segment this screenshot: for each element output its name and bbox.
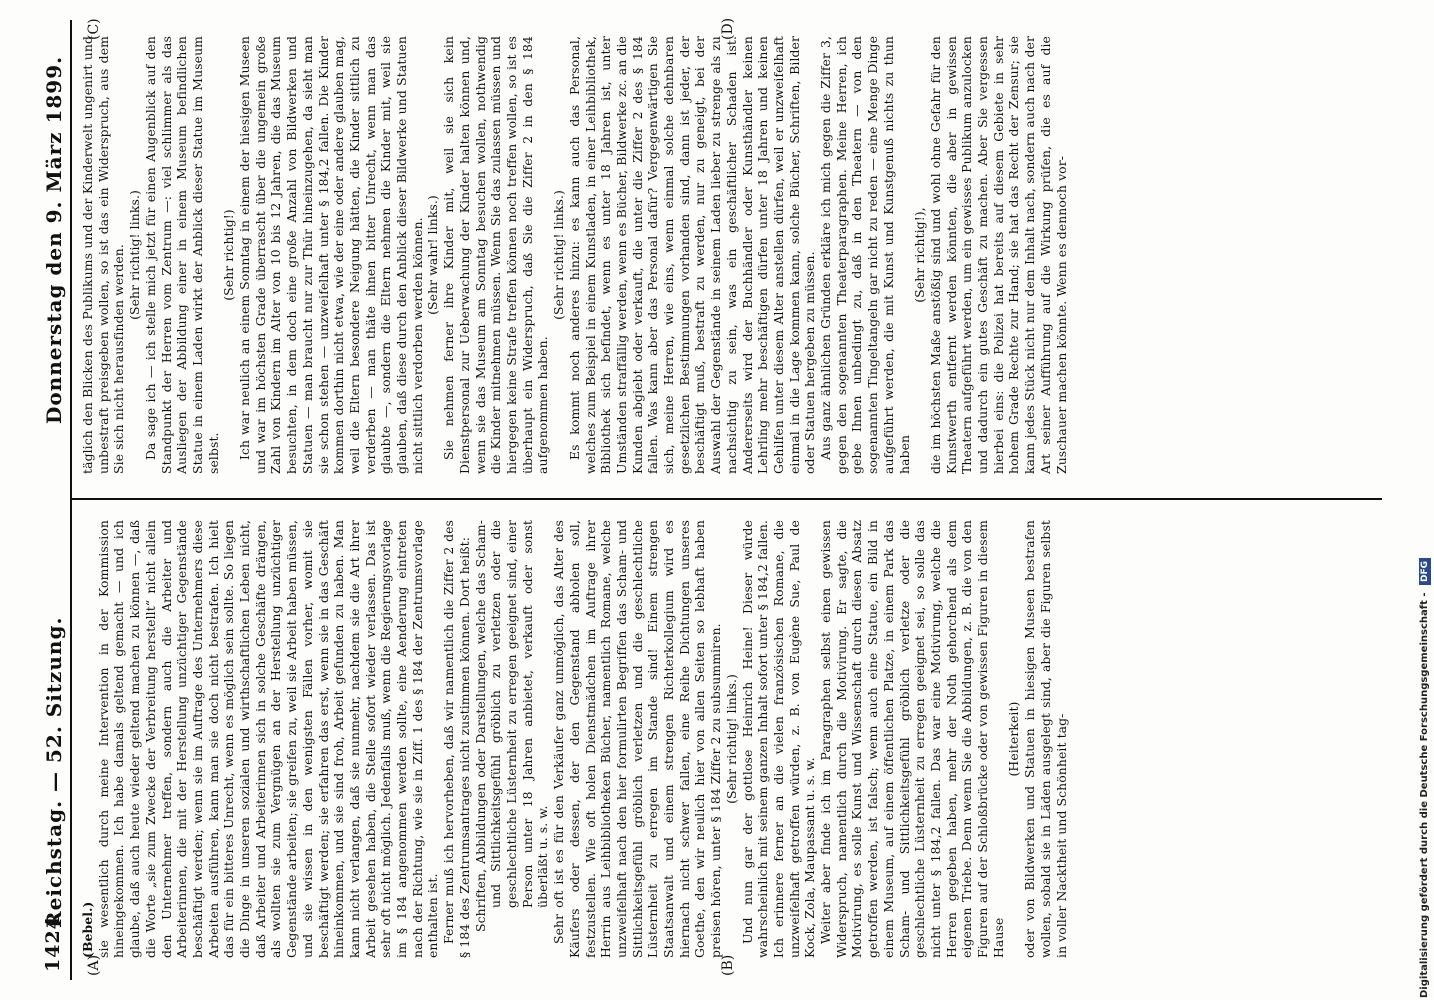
left-column: [80, 520, 1380, 958]
paragraph: Da sage ich — ich stelle mich jetzt für einen Augenblick auf den Standpunkt der Herren vom Zentrum —: viel schlimmer als das Ausliegen der Abbildung einer in einem Museum befindlichen Statue in einem Laden wirkt der Anblick dieser Statue im Museum selbst.: [142, 36, 221, 474]
paragraph: Sie nehmen ferner ihre Kinder mit, weil sie sich kein Dienstpersonal zur Ueberwachung der Kinder halten können und, wenn sie das Museum am Sonntag besuchen wollen, nothwendig die Kinder mitnehmen müssen. Wenn Sie das zulassen müssen und hiergegen keine Strafe treffen können noch treffen wollen, so ist es überhaupt ein Widerspruch, daß Sie die Ziffer 2 in den § 184 aufgenommen haben.: [441, 36, 551, 474]
digitization-credit: [1416, 8, 1434, 998]
paragraph: Sehr oft ist es für den Verkäufer ganz unmöglich, das Alter des Käufers oder dessen, der den Gegenstand abholen soll, festzustellen. Wie oft holen Dienstmädchen im Auftrage ihrer Herrin aus Leihbibliotheken Bücher, namentlich Romane, welche unzweifelhaft nach den hier formulirten Begriffen das Scham- und Sittlichkeitsgefühl gröblich verletzen und die geschlechtliche Lüsternheit zu erregen im Stande sind! Einem strengen Staatsanwalt und einem strengen Richterkollegium wird es hiernach nicht schwer fallen, eine Reihe Dichtungen unseres Goethe, den wir neulich hier von allen Seiten so lebhaft haben preisen hören, unter § 184 Ziffer 2 zu subsummiren.: [551, 520, 724, 958]
reaction: (Sehr richtig!),: [912, 207, 928, 303]
paragraph: sie wesentlich durch meine Intervention in der Kommission hineingekommen. Ich habe damals geltend gemacht — und ich glaube, daß auch heute wieder geltend machen zu können —, daß die Worte „sie zum Zwecke der Verbreitung herstellt“ nicht allein den Unternehmer treffen, sondern auch die Arbeiter und Arbeiterinnen, die mit der Herstellung unzüchtiger Gegenstände beschäftigt werden; wenn sie im Auftrage des Unternehmers diese Arbeiten ausführen, kann man sie doch nicht bestrafen. Ich hielt das für ein bitteres Unrecht, wenn es möglich sein sollte. So liegen die Dinge in unseren sozialen und wirthschaftlichen Leben nicht, daß Arbeiter und Arbeiterinnen sich in solche Geschäfte drängen, als wollten sie zum Vergnügen an der Herstellung unzüchtiger Gegenstände arbeiten; sie greifen zu, weil sie Arbeit haben müssen, und sie wissen in den wenigsten Fällen vorher, womit sie beschäftigt werden; sie erfahren das erst, wenn sie in das Geschäft hineinkommen, und sie sind froh, Arbeit gefunden zu haben. Man kann nicht verlangen, daß sie nunmehr, nachdem sie die Art ihrer Arbeit gesehen haben, die Stelle sofort wieder verlassen. Das ist sehr oft nicht möglich. Jedenfalls muß, wenn die Regierungsvorlage im § 184 angenommen werden sollte, eine Aenderung eintreten nach der Richtung, wie sie in Ziff. 1 des § 184 der Zentrumsvorlage enthalten ist.: [95, 520, 441, 958]
rotated-page: [20, 17, 1400, 980]
paragraph: Und nun gar der gottlose Heinrich Heine! Dieser würde wahrscheinlich mit seinem ganzen Inhalt sofort unter § 184,2 fallen. Ich erinnere ferner an die vielen französischen Romane, die unzweifelhaft getroffen würden, z. B. von Eugène Sue, Paul de Kock, Zola, Maupassant u. s. w.: [739, 520, 818, 958]
paragraph: täglich den Blicken des Publikums und der Kinderwelt ungenirt und unbestraft preisgeben wollen, so ist das ein Widerspruch, aus dem Sie sich nicht herausfinden werden.: [80, 36, 127, 474]
date-title: Donnerstag den 9. März 1899.: [42, 55, 66, 424]
margin-marker-b: (B): [720, 954, 736, 976]
reaction: (Sehr richtig! links.): [127, 190, 143, 320]
column-divider: [72, 498, 1382, 500]
margin-marker-d: (D): [720, 17, 736, 40]
reaction: (Sehr wahr! links.): [425, 195, 441, 315]
page-header: [40, 20, 68, 980]
paragraph: die im höchsten Maße anstößig sind und wohl ohne Gefahr für den Kunstwerth entfernt werden könnten, die aber in gewissen Theatern aufgeführt werden, um ein gewisses Publikum anzulocken und dadurch ein gutes Geschäft zu machen. Aber Sie vergessen hierbei eins: die Polizei hat bereits auf diesem Gebiete in sehr hohem Grade Rechte zur Hand; sie hat das Recht der Zensur; sie kann jedes Stück nicht nur dem Inhalt nach, sondern auch nach der Art seiner Aufführung auf die Wirkung prüfen, die es auf die Zuschauer machen könnte. Wenn es dennoch vor-: [927, 36, 1069, 474]
page-number: 1424: [42, 915, 64, 972]
header-rule: [70, 20, 72, 980]
reaction: (Sehr richtig! links.): [723, 674, 739, 804]
margin-marker-a: (A): [86, 954, 102, 976]
session-title: Reichstag. — 52. Sitzung.: [42, 616, 66, 928]
speaker-label: (Bebel.): [80, 901, 95, 958]
credit-text: Digitalisierung gefördert durch die Deutsche Forschungsgemeinschaft -: [1419, 592, 1430, 998]
paragraph: Ich war neulich an einem Sonntag in einem der hiesigen Museen und war im höchsten Grade überrascht über die ungemein große Zahl von Kindern im Alter von 10 bis 12 Jahren, die das Museum besuchten, in dem doch eine große Anzahl von Bildwerken und Statuen — man braucht nur zur Thür hineinzugehen, da sieht man sie schon stehen — unzweifelhaft unter § 184,2 fallen. Die Kinder kommen dorthin nicht etwa, wie der eine oder andere glauben mag, weil die Eltern besondere Neigung hätten, die Kinder sittlich zu verderben — man thäte ihnen bitter Unrecht, wenn man das glaubte —, sondern die Eltern nehmen die Kinder mit, weil sie glauben, daß diese durch den Anblick dieser Bildwerke und Statuen nicht sittlich verdorben werden können.: [237, 36, 425, 474]
reaction: (Sehr richtig!): [221, 209, 237, 301]
paragraph: Weiter aber finde ich im Paragraphen selbst einen gewissen Widerspruch, namentlich durch die Motivirung. Er sagte, die Motivirung, es solle Kunst und Wissenschaft durch diesen Absatz getroffen werden, ist falsch; wenn auch eine Statue, ein Bild in einem Museum, auf einem öffentlichen Platze, in einem Park das Scham- und Sittlichkeitsgefühl gröblich verletze oder die geschlechtliche Lüsternheit zu erregen geeignet sei, so solle das nicht unter § 184,2 fallen. Das war eine Motivirung, welche die Herren gegeben haben, mehr der Noth gehorchend als dem eigenen Triebe. Denn wenn Sie die Abbildungen, z. B. die von den Figuren auf der Schloßbrücke oder von gewissen Figuren in diesem Hause: [818, 520, 1006, 958]
margin-marker-c: (C): [86, 18, 102, 40]
right-column: [80, 36, 1380, 474]
paragraph: Aus ganz ähnlichen Gründen erkläre ich mich gegen die Ziffer 3, gegen den sogenannten Theaterparagraphen. Meine Herren, ich gebe Ihnen unbedingt zu, daß in den Theatern — von den sogenannten Tingeltangeln gar nicht zu reden — eine Menge Dinge aufgeführt werden, die mit Kunst und Kunstgenuß nichts zu thun haben: [818, 36, 912, 474]
paragraph: Ferner muß ich hervorheben, daß wir namentlich die Ziffer 2 des § 184 des Zentrumsantrages nicht zustimmen können. Dort heißt:: [441, 520, 472, 958]
paragraph: Es kommt noch anderes hinzu: es kann auch das Personal, welches zum Beispiel in einem Kunstladen, in einer Leihbibliothek, Bibliothek sich befindet, wenn es unter 18 Jahren ist, unter Umständen straffällig werden, wenn es Bücher, Bildwerke zc. an die Kunden abgiebt oder verkauft, die unter die Ziffer 2 des § 184 fallen. Was kann aber das Personal dafür? Vergegenwärtigen Sie sich, meine Herren, wie eins, wenn einmal solche dehnbaren gesetzlichen Bestimmungen vorhanden sind, dann ist jeder, der beschäftigt muß, bestraft zu werden, nur zu geneigt, bei der Auswahl der Gegenstände in seinem Laden lieber zu strenge als zu nachsichtig zu sein, was ein geschäftlicher Schaden ist. Andererseits wird der Buchhändler oder Kunsthändler keinen Lehrling mehr beschäftigen dürfen unter 18 Jahren und keinen Gehilfen unter diesem Alter anstellen dürfen, weil er unzweifelhaft einmal in die Lage kommen kann, solche Bücher, Schriften, Bilder oder Statuen hergeben zu müssen.: [566, 36, 818, 474]
reaction: (Heiterkeit): [1006, 701, 1022, 777]
reaction: (Sehr richtig! links.): [551, 190, 567, 320]
paragraph: oder von Bildwerken und Statuen in hiesigen Museen bestrafen wollen, sobald sie in Läden ausgelegt sind, aber die Figuren selbst in voller Nacktheit und Schönheit tag-: [1022, 520, 1069, 958]
quoted-paragraph: Schriften, Abbildungen oder Darstellungen, welche das Scham- und Sittlichkeitsgefühl gröblich zu verletzen oder die geschlechtliche Lüsternheit zu erregen geeignet sind, einer Person unter 18 Jahren anbietet, verkauft oder sonst überläßt u. s. w.: [472, 520, 551, 932]
dfg-logo-icon: DFG: [1419, 558, 1431, 585]
